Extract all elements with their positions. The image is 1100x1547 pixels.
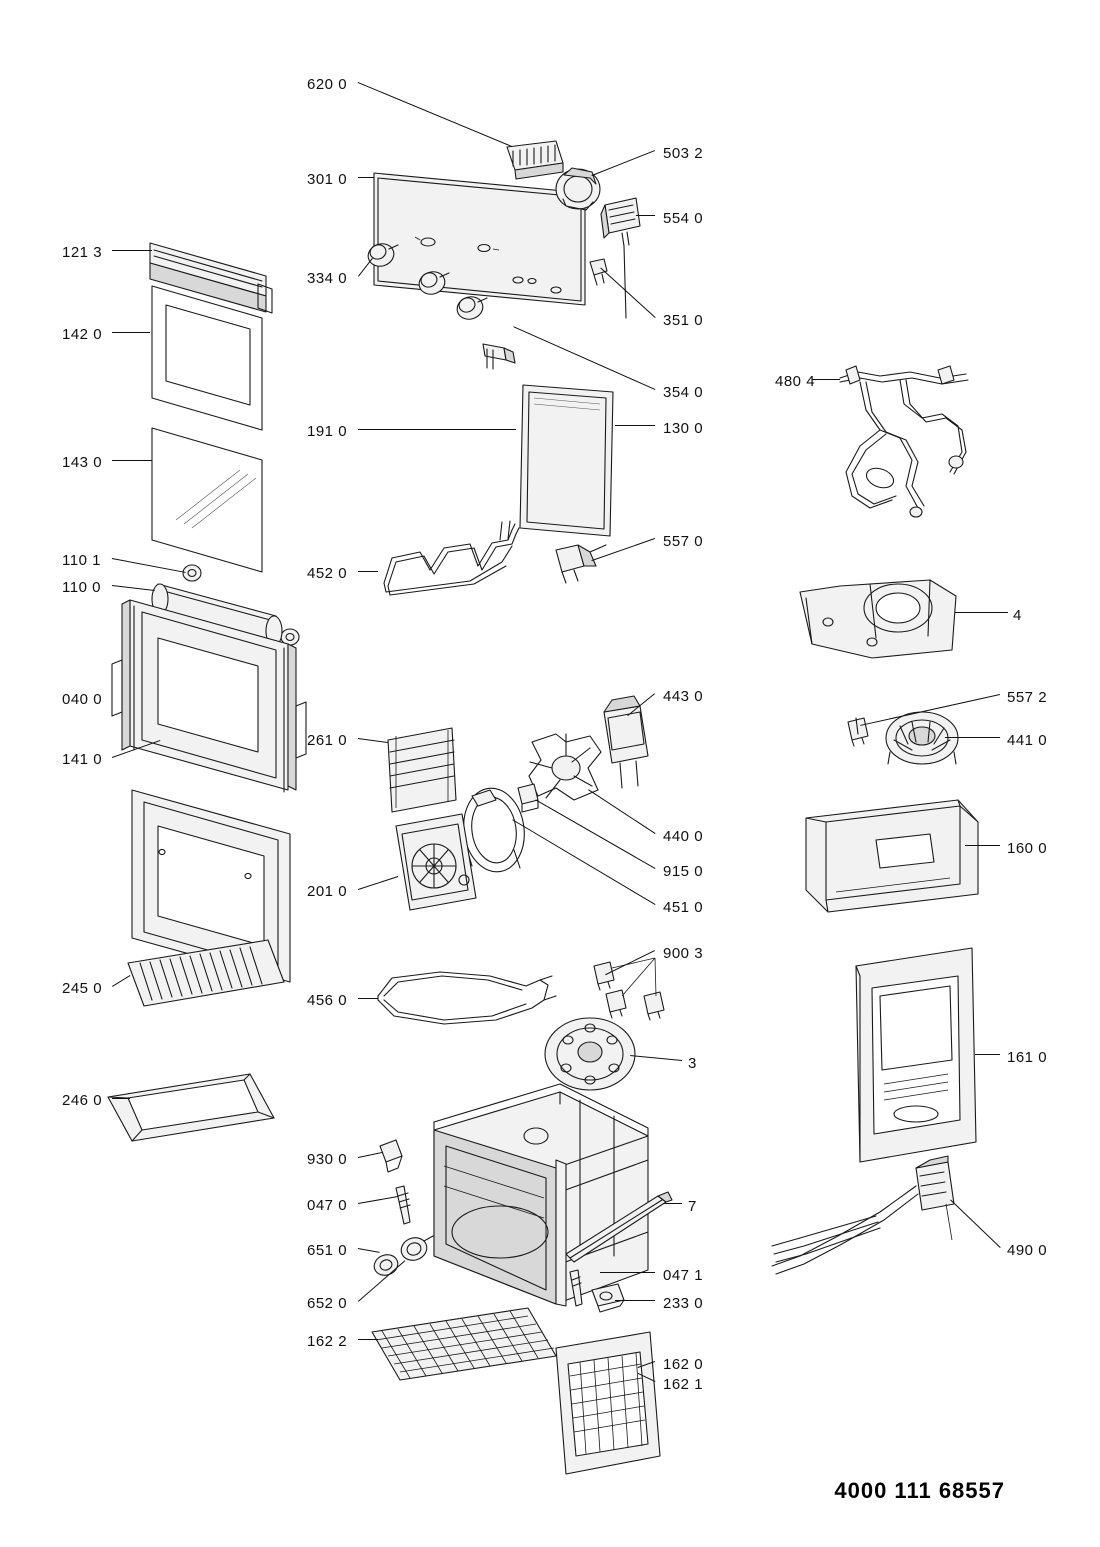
part-inner-door-glass (520, 385, 613, 536)
leader-line (358, 738, 388, 743)
part-number-label: 201 0 (307, 883, 348, 900)
part-door-handle-bar (152, 584, 282, 646)
part-top-panel (806, 800, 978, 912)
leader-line (358, 998, 378, 999)
part-number-label: 142 0 (62, 326, 103, 343)
part-sensor-clip (848, 718, 868, 746)
part-number-label: 456 0 (307, 992, 348, 1009)
part-number-label: 443 0 (663, 688, 704, 705)
leader-line (627, 693, 655, 716)
part-screw-short (570, 1270, 582, 1306)
leader-line (358, 1196, 398, 1204)
part-number-label: 162 0 (663, 1356, 704, 1373)
part-number-label: 130 0 (663, 420, 704, 437)
part-number-label: 930 0 (307, 1151, 348, 1168)
part-wiring-harness (840, 366, 968, 517)
leader-line (592, 150, 655, 176)
part-hinge-catch (592, 1284, 624, 1312)
leader-line (945, 737, 1000, 738)
part-mains-terminal (772, 1156, 954, 1274)
leader-line (636, 215, 655, 216)
leader-line (112, 558, 186, 573)
part-rear-grid-panel (556, 1332, 660, 1474)
leader-line (592, 538, 655, 561)
part-number-label: 7 (688, 1198, 697, 1215)
part-number-label: 480 4 (775, 373, 816, 390)
part-control-panel (374, 173, 585, 305)
leader-line (112, 332, 150, 333)
leader-line (615, 1300, 655, 1301)
part-mounting-bracket (380, 1140, 402, 1172)
part-number-label: 246 0 (62, 1092, 103, 1109)
part-number-label: 557 0 (663, 533, 704, 550)
part-middle-glass (152, 428, 262, 572)
leader-line (358, 429, 516, 430)
part-number-label: 110 0 (62, 579, 101, 596)
leader-line (358, 1152, 382, 1158)
part-fan-cover (396, 814, 476, 910)
leader-line (606, 950, 655, 975)
part-number-label: 261 0 (307, 732, 348, 749)
part-number-label: 490 0 (1007, 1242, 1048, 1259)
part-selector-switch (601, 198, 640, 318)
part-number-label: 652 0 (307, 1295, 348, 1312)
leader-line (664, 1203, 682, 1204)
part-ring-element (886, 712, 958, 764)
leader-line (112, 1098, 130, 1099)
leader-line (358, 1248, 380, 1253)
part-number-label: 245 0 (62, 980, 103, 997)
part-number-label: 554 0 (663, 210, 704, 227)
part-number-label: 040 0 (62, 691, 103, 708)
leader-line (358, 1260, 406, 1302)
part-number-label: 557 2 (1007, 689, 1048, 706)
part-back-panel (856, 948, 976, 1162)
leader-line (112, 740, 160, 758)
leader-line (860, 694, 1000, 726)
leader-line (600, 1272, 655, 1273)
part-feet (371, 1234, 433, 1278)
document-number: 4000 111 68557 (834, 1478, 1005, 1503)
part-number-label: 334 0 (307, 270, 348, 287)
leader-line (950, 1199, 1001, 1248)
part-number-label: 4 (1013, 607, 1022, 624)
part-number-label: 651 0 (307, 1242, 348, 1259)
part-round-plate (545, 1018, 635, 1090)
leader-line (965, 845, 1000, 846)
leader-line (112, 585, 155, 591)
leader-line (615, 425, 655, 426)
part-door-handle-trim (150, 243, 272, 313)
part-number-label: 452 0 (307, 565, 348, 582)
part-number-label: 160 0 (1007, 840, 1048, 857)
part-number-label: 503 2 (663, 145, 704, 162)
part-connector-block (507, 141, 563, 179)
part-number-label: 047 1 (663, 1267, 704, 1284)
leader-line (358, 82, 512, 147)
part-number-label: 440 0 (663, 828, 704, 845)
leader-line (600, 267, 656, 318)
leader-line (112, 250, 152, 251)
part-number-label: 354 0 (663, 384, 704, 401)
leader-line (588, 789, 656, 834)
leader-line (358, 258, 373, 277)
part-number-label: 161 0 (1007, 1049, 1048, 1066)
part-number-label: 141 0 (62, 751, 103, 768)
part-grill-rack (128, 940, 284, 1006)
leader-line (535, 799, 655, 869)
part-temperature-sensor (556, 545, 606, 583)
leader-line (812, 379, 840, 380)
part-knobs (365, 241, 487, 323)
part-number-label: 143 0 (62, 454, 103, 471)
leader-line (512, 819, 656, 905)
part-number-label: 191 0 (307, 423, 348, 440)
leader-line (358, 571, 378, 572)
part-number-label: 162 2 (307, 1333, 348, 1350)
part-number-label: 620 0 (307, 76, 348, 93)
part-number-label: 351 0 (663, 312, 704, 329)
part-fan-motor (604, 696, 648, 788)
part-number-label: 233 0 (663, 1295, 704, 1312)
part-panel-bracket (483, 344, 515, 369)
part-number-label: 301 0 (307, 171, 348, 188)
part-lower-heating-element (378, 972, 556, 1024)
part-number-label: 451 0 (663, 899, 704, 916)
part-number-label: 047 0 (307, 1197, 348, 1214)
leader-line (955, 612, 1008, 613)
part-door-hinge-pins (183, 565, 299, 645)
part-screw-long (396, 1186, 410, 1224)
part-door-assembly-lower (132, 790, 290, 982)
part-fan-housing-cover (800, 580, 956, 658)
part-side-rail (566, 1192, 672, 1262)
part-number-label: 162 1 (663, 1376, 704, 1393)
leader-line (630, 1055, 682, 1061)
part-base-grid (372, 1308, 556, 1380)
part-number-label: 110 1 (62, 552, 101, 569)
part-baking-tray (108, 1074, 274, 1141)
part-number-label: 900 3 (663, 945, 704, 962)
part-upper-heating-element (384, 521, 519, 595)
leader-line (638, 1373, 655, 1382)
leader-line (638, 1361, 655, 1368)
part-fan-ring (458, 784, 529, 876)
leader-line (975, 1054, 1000, 1055)
part-outer-door-glass (152, 286, 262, 430)
leader-line (112, 460, 152, 461)
leader-line (358, 177, 374, 178)
leader-line (513, 326, 655, 390)
leader-line (358, 1339, 378, 1340)
part-number-label: 441 0 (1007, 732, 1048, 749)
part-number-label: 3 (688, 1055, 697, 1072)
leader-line (358, 876, 398, 890)
leader-line (112, 975, 131, 987)
part-shelf-runners (388, 728, 456, 812)
part-number-label: 121 3 (62, 244, 103, 261)
part-door-assembly-upper (112, 600, 306, 792)
part-number-label: 915 0 (663, 863, 704, 880)
part-clips (594, 958, 664, 1020)
